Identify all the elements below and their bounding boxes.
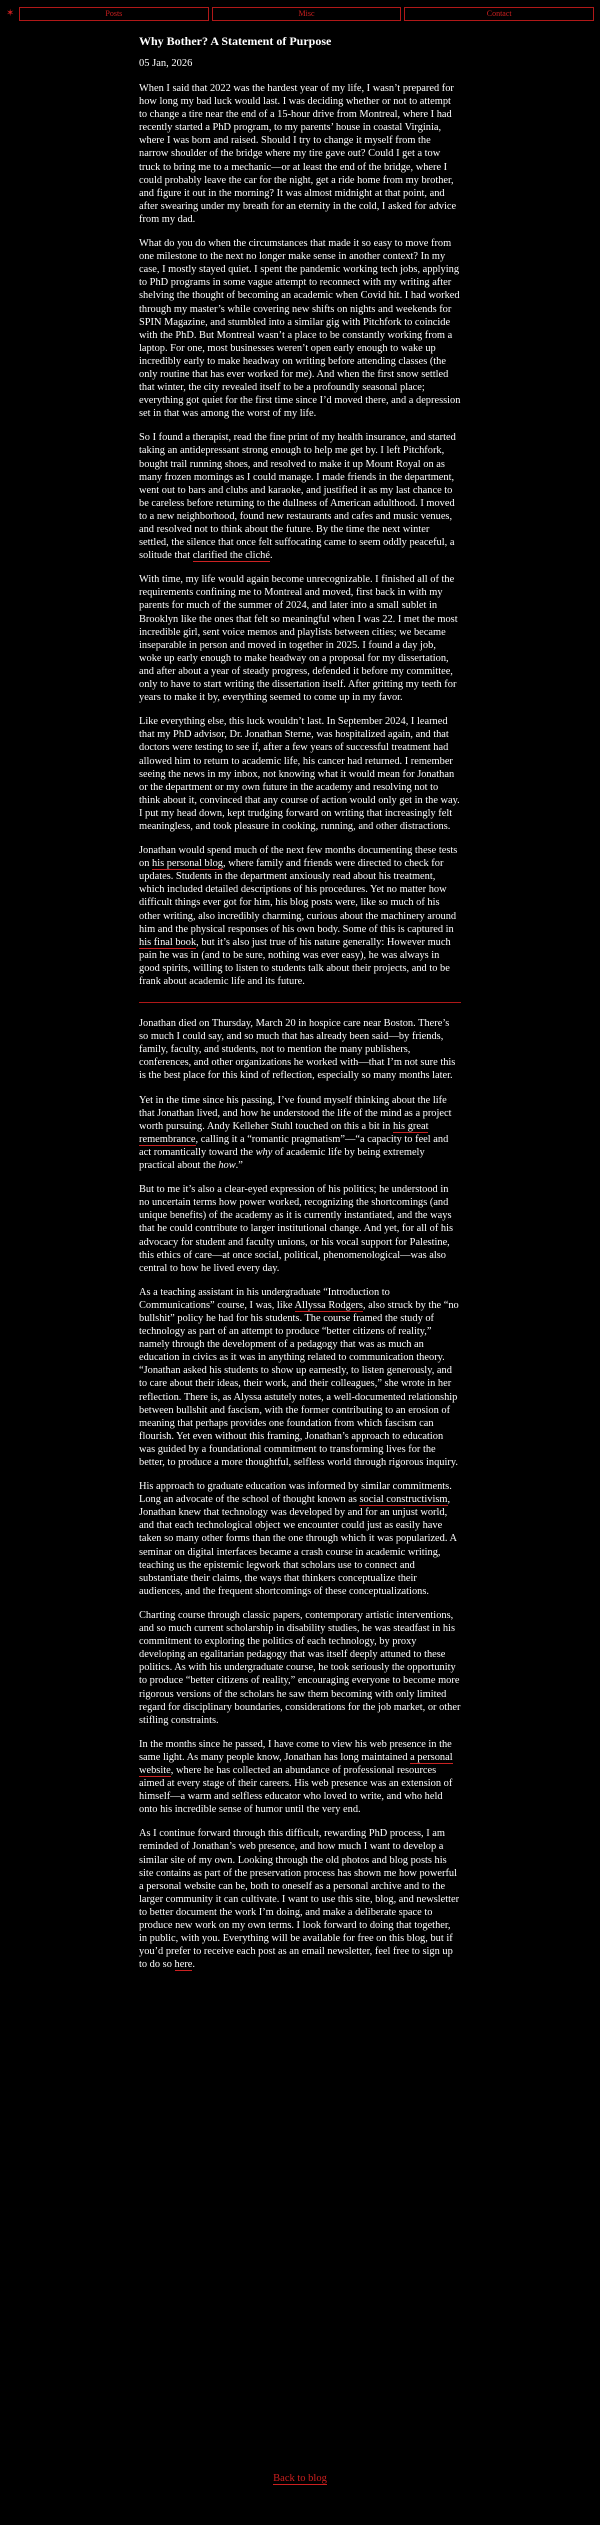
paragraph-13 bbox=[139, 1738, 461, 1817]
paragraph-text: .” bbox=[235, 1160, 243, 1172]
emphasis-how: how bbox=[218, 1160, 236, 1172]
top-navigation bbox=[6, 6, 594, 22]
blog-post bbox=[139, 33, 461, 1982]
allyssa-rodgers-link[interactable]: Allyssa Rodgers bbox=[294, 1299, 363, 1311]
paragraph-text: Jonathan would spend much of the next few months documenting these tests on bbox=[139, 845, 458, 870]
back-to-blog-container bbox=[0, 2473, 600, 2484]
back-to-blog-link[interactable]: Back to blog bbox=[273, 2473, 327, 2484]
paragraph-text: , where family and friends were directed to check for updates. Students in the department anxiously read about his treatment, which included detailed descriptions of his procedures. Yet no matter how difficult things ever got for him, his blog posts were, like so much of his other writing, also incredibly charming, curious about the machinery around him and the physical responses of his own body. Some of this is captured in bbox=[139, 858, 457, 935]
post-title: Why Bother? A Statement of Purpose bbox=[139, 34, 332, 48]
remembrance-link[interactable]: his great remembrance bbox=[139, 1120, 429, 1145]
paragraph-text: . bbox=[192, 1959, 196, 1971]
paragraph-6 bbox=[139, 844, 461, 988]
paragraph-text: , but it’s also just true of his nature generally: However much pain he was in (and to be sure, nothing was ever easy), he was always in good spirits, willing to listen to students talk about their projects, and to be frank about academic life and its future. bbox=[139, 936, 451, 987]
paragraph-text: , Jonathan knew that technology was developed by and for an unjust world, and that each technological object we encounter could just as easily have taken so many other forms than the one through which it was popularized. A seminar on digital interfaces became a crash course in academic writing, teaching us the epistemic legwork that scholars use to connect and substantiate their claims, the ways that thinkers conceptualize their audiences, and the frequent shortcomings of these conceptualizations. bbox=[139, 1494, 457, 1597]
personal-blog-link[interactable]: his personal blog bbox=[152, 858, 223, 870]
home-star-icon[interactable]: ✶ bbox=[6, 8, 15, 19]
social-constructivism-link[interactable]: social constructivism bbox=[359, 1494, 448, 1506]
paragraph-4: With time, my life would again become unrecognizable. I finished all of the requirements confining me to Montreal and moved, first back in with my parents for much of the summer of 2024, and later into a small sublet in Brooklyn like the ones that felt so meaningful when I was 22. I met the most incredible girl, sent voice memos and playlists between cities; we became inseparable in person and moved in together in 2025. I found a day job, woke up early enough to make headway on a proposal for my dissertation, and after about a year of steady progress, defended it before my committee, only to have to start writing the dissertation itself. After gritting my teeth for years to make it by, everything seemed to come up in my favor. bbox=[139, 574, 458, 704]
paragraph-9: But to me it’s also a clear-eyed expression of his politics; he understood in no uncertain terms how power worked, recognizing the shortcomings (and unique benefits) of the academy as it is currently instantiated, and the ways that he could contribute to larger institutional change. And yet, for all of his advocacy for student and faculty unions, or his vocal support for Palestine, this ethics of care—at once social, political, phenomenological—was also central to how he lived every day. bbox=[139, 1184, 454, 1274]
paragraph-12: Charting course through classic papers, contemporary artistic interventions, and so much current scholarship in disability studies, he was steadfast in his commitment to exploring the politics of each technology, by proxy developing an egalitarian pedagogy that was itself deeply attuned to these politics. As with his undergraduate course, he took seriously the opportunity to produce “better citizens of reality,” encouraging everyone to become more rigorous versions of the scholars he saw them becoming with only limited regard for disciplinary boundaries, considerations for the job market, or other stifling constraints. bbox=[139, 1609, 461, 1726]
paragraph-14 bbox=[139, 1827, 461, 1971]
paragraph-8 bbox=[139, 1094, 461, 1173]
newsletter-signup-link[interactable]: here bbox=[174, 1959, 193, 1971]
personal-website-link[interactable]: a personal website bbox=[139, 1751, 453, 1776]
paragraph-text: , also struck by the “no bullshit” policy he had for his students. The course framed the study of technology as part of an attempt to produce “better citizens of reality,” namely through the development of a pedagogy that was as much an education in civics as it was in anything related to communication theory. “Jonathan asked his students to show up earnestly, to listen generously, and to care about their ideas, their work, and their colleagues,” she wrote in her reflection. There is, as Alyssa astutely notes, a well-documented relationship between bullshit and fascism, with the former contributing to an erosion of meaning that perhaps provides one foundation from which fascism can flourish. Yet even without this framing, Jonathan’s approach to education was guided by a foundational commitment to transforming lives for the better, to produce a more thoughtful, selfless world through rigorous inquiry. bbox=[139, 1299, 459, 1468]
paragraph-text: In the months since he passed, I have come to view his web presence in the same light. As many people know, Jonathan has long maintained bbox=[139, 1738, 452, 1763]
paragraph-7: Jonathan died on Thursday, March 20 in hospice care near Boston. There’s so much I could say, and so much that has already been said—by friends, family, faculty, and students, not to mention the many publishers, conferences, and other organizations he worked with—that I’m not sure this is the best place for this kind of reflection, especially so many months later. bbox=[139, 1018, 456, 1082]
nav-posts-link[interactable]: Posts bbox=[19, 7, 209, 21]
final-book-link[interactable]: his final book bbox=[139, 936, 197, 948]
paragraph-text: . bbox=[270, 550, 273, 562]
paragraph-5: Like everything else, this luck wouldn’t last. In September 2024, I learned that my PhD advisor, Dr. Jonathan Sterne, was hospitalized again, and that doctors were testing to see if, after a few years of successful treatment had allowed him to return to academic life, his cancer had returned. I remember seeing the news in my inbox, not knowing what it would mean for Jonathan or the department or my own future in the academy and resolving not to think about it, convinced that any course of action would only get in the way. I put my head down, kept trudging forward on writing that increasingly felt meaningless, and took pleasure in cooking, running, and other distractions. bbox=[139, 716, 460, 832]
paragraph-text: , where he has collected an abundance of professional resources aimed at every stage of their careers. His web presence was an extension of himself—a warm and selfless educator who loved to write, and who held onto his incredible sense of humor until the very end. bbox=[139, 1764, 453, 1816]
paragraph-text: So I found a therapist, read the fine print of my health insurance, and started taking an antidepressant strong enough to help me get by. I left Pitchfork, bought trail running shoes, and resolved to make it up Mount Royal on as many frozen mornings as I could manage. I made friends in the department, went out to bars and clubs and karaoke, and justified it as my last chance to be careless before returning to the dullness of American adulthood. I moved to a new neighborhood, found new restaurants and cafes and music venues, and resolved not to think about the future. By the time the next winter settled, the silence that once felt suffocating came to seem oddly peaceful, a solitude that bbox=[139, 432, 456, 562]
nav-contact-link[interactable]: Contact bbox=[404, 7, 594, 21]
paragraph-text: of academic life by being extremely practical about the bbox=[139, 1146, 425, 1172]
nav-misc-link[interactable]: Misc bbox=[212, 7, 402, 21]
emphasis-why: why bbox=[255, 1146, 273, 1158]
paragraph-3 bbox=[139, 431, 461, 562]
paragraph-2: What do you do when the circumstances that made it so easy to move from one milestone to the next no longer make sense in another context? In my case, I mostly stayed quiet. I spent the pandemic working tech jobs, applying to PhD programs in some vague attempt to reconnect with my writing after shelving the thought of becoming an academic when Covid hit. I had worked through my master’s while covering new shifts on nights and weekends for SPIN Magazine, and stumbled into a similar gig with Pitchfork to coincide with the PhD. But Montreal wasn’t a place to be constantly working from a laptop. For one, most businesses weren’t open early enough to wake up incredibly early to make headway on writing before attending classes (the only routine that has ever worked for me). And when the first snow settled that winter, the city revealed itself to be a profoundly seasonal place; everything got quiet for the first time since I’d moved there, and a depression set in that was among the worst of my life. bbox=[139, 238, 461, 420]
paragraph-1: When I said that 2022 was the hardest year of my life, I wasn’t prepared for how long my bad luck would last. I was deciding whether or not to attempt to change a tire near the end of a 15-hour drive from Montreal, where I had recently started a PhD program, to my parents’ house in coastal Virginia, where I was born and raised. Should I try to change it myself from the narrow shoulder of the bridge where my tire gave out? Could I get a tow truck to bring me to a mechanic—or at least the end of the bridge, where I could probably leave the car for the night, get a ride home from my brother, and figure it out in the morning? It was almost midnight at that point, and after swearing under my breath for an eternity in the cold, I asked for advice from my dad. bbox=[139, 83, 457, 225]
section-divider bbox=[139, 1002, 461, 1003]
paragraph-text: Yet in the time since his passing, I’ve found myself thinking about the life that Jonathan lived, and how he understood the life of the mind as a project worth pursuing. Andy Kelleher Stuhl touched on this a bit in bbox=[139, 1094, 452, 1132]
paragraph-text: His approach to graduate education was informed by similar commitments. Long an advocate of the school of thought known as bbox=[139, 1481, 452, 1506]
paragraph-text: , calling it a “romantic pragmatism”—“a capacity to feel and act romantically toward the bbox=[139, 1133, 449, 1158]
post-date: 05 Jan, 2026 bbox=[139, 58, 193, 69]
paragraph-10 bbox=[139, 1286, 461, 1469]
paragraph-text: As a teaching assistant in his undergraduate “Introduction to Communications” course, I was, like bbox=[139, 1286, 390, 1311]
paragraph-11 bbox=[139, 1480, 461, 1598]
paragraph-text: As I continue forward through this difficult, rewarding PhD process, I am reminded of Jonathan’s web presence, and how much I want to develop a similar site of my own. Looking through the old photos and blog posts his site contains as part of the preservation process has shown me how powerful a personal website can be, both to oneself as a personal archive and to the larger community it can cultivate. I want to use this site, blog, and newsletter to better document the work I’m doing, and make a deliberate space to produce new work on my own terms. I look forward to doing that together, in public, with you. Everything will be available for free on this blog, but if you’d prefer to receive each post as an email newsletter, feel free to sign up to do so bbox=[139, 1828, 460, 1971]
cliche-link[interactable]: clarified the cliché bbox=[192, 550, 270, 562]
